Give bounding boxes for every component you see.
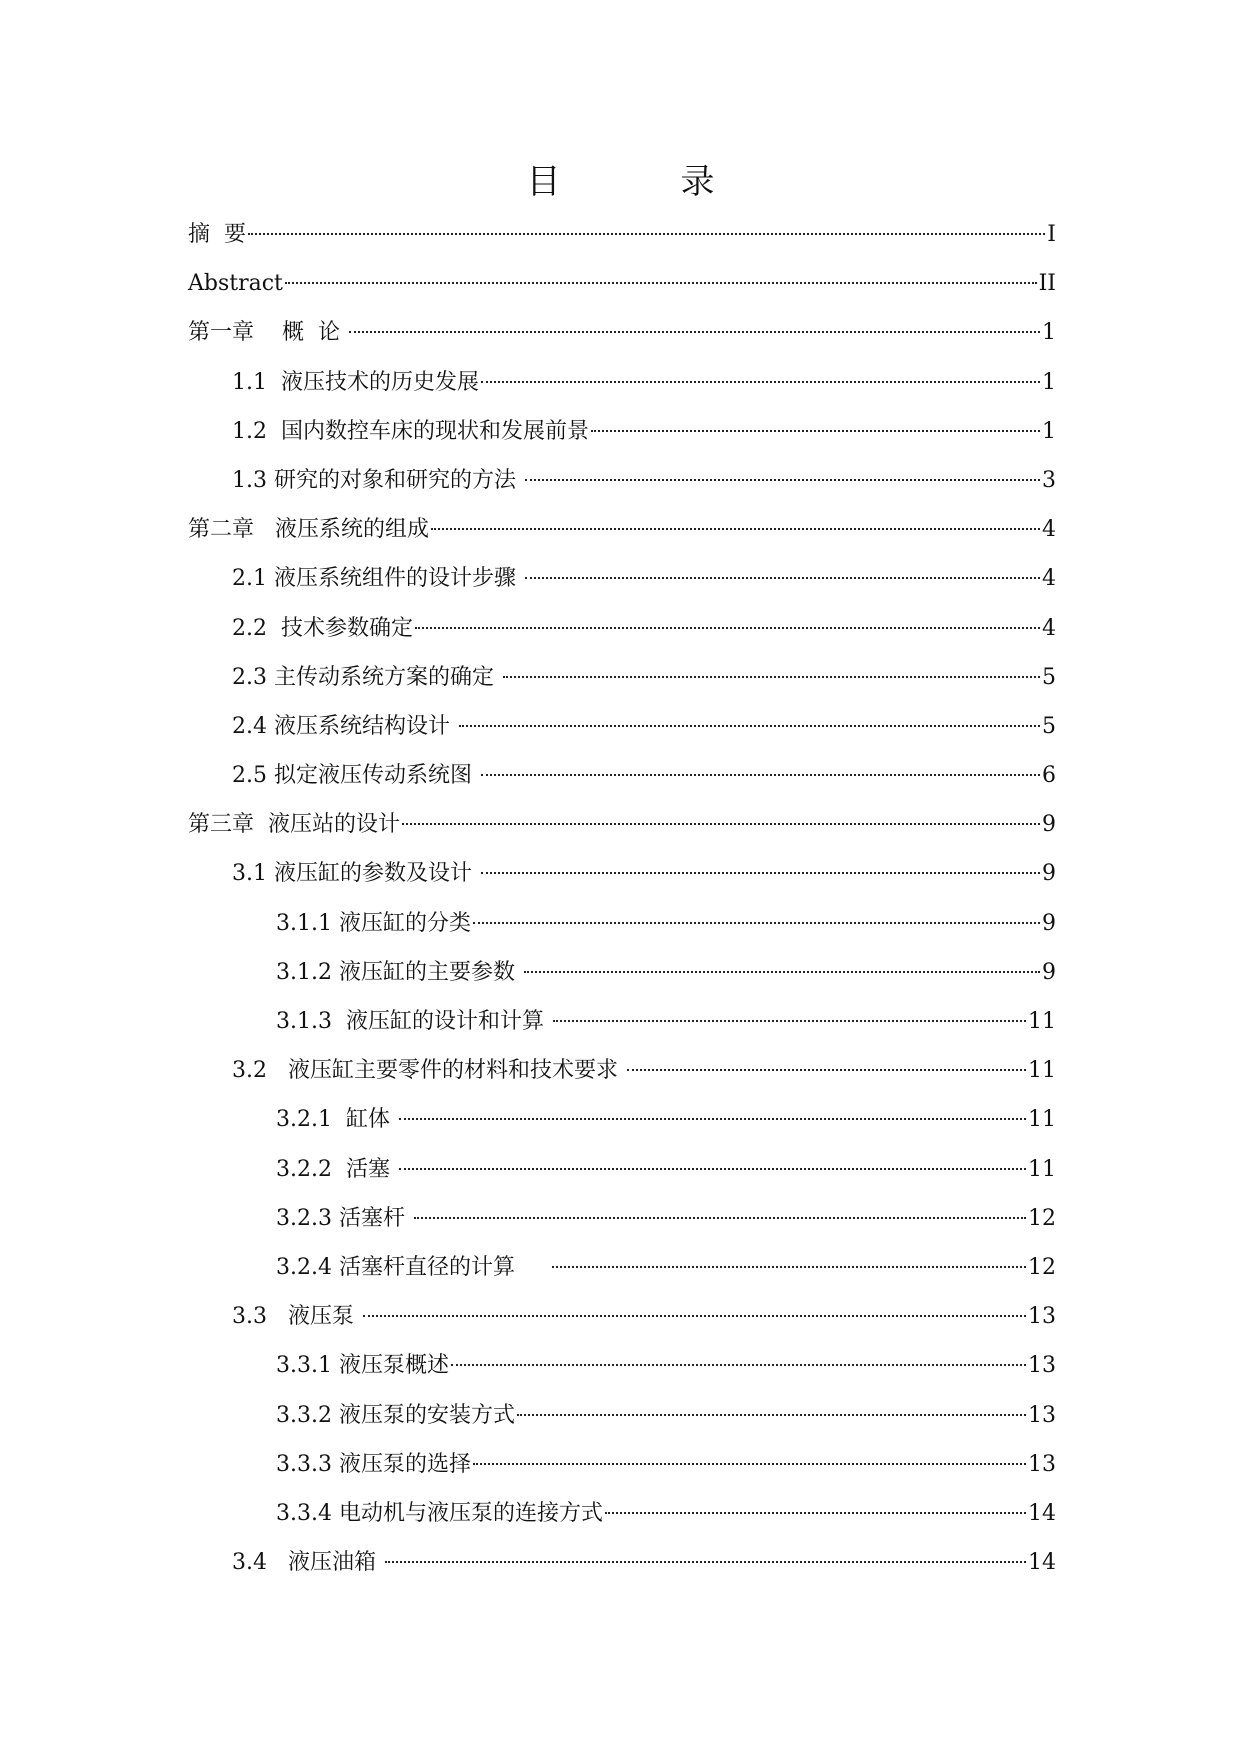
dot-leader bbox=[473, 1463, 1026, 1465]
toc-entry[interactable] bbox=[188, 1204, 1056, 1253]
dot-leader bbox=[481, 774, 1040, 776]
toc-entry-page-number: 1 bbox=[1042, 418, 1056, 444]
toc-entry[interactable] bbox=[188, 859, 1056, 908]
toc-entry-label: 3.2.3 活塞杆 bbox=[276, 1205, 412, 1231]
toc-entry-label: 第二章 液压系统的组成 bbox=[188, 517, 429, 543]
toc-entry-page-number: 9 bbox=[1042, 910, 1056, 936]
toc-entry-label: 3.1 液压缸的参数及设计 bbox=[232, 861, 479, 887]
toc-entry[interactable] bbox=[188, 909, 1056, 958]
toc-entry-label: Abstract bbox=[188, 271, 283, 297]
toc-entry-page-number: 9 bbox=[1042, 861, 1056, 887]
toc-entry-label: 2.4 液压系统结构设计 bbox=[232, 713, 457, 739]
toc-entry-page-number: 5 bbox=[1042, 713, 1056, 739]
toc-entry-label: 2.1 液压系统组件的设计步骤 bbox=[232, 566, 523, 592]
toc-entry-label: 3.4 液压油箱 bbox=[232, 1550, 383, 1576]
dot-leader bbox=[627, 1069, 1026, 1071]
toc-entry-label: 第三章 液压站的设计 bbox=[188, 812, 400, 838]
dot-leader bbox=[481, 381, 1040, 383]
toc-entry[interactable] bbox=[188, 1548, 1056, 1597]
toc-entry[interactable] bbox=[188, 1056, 1056, 1105]
table-of-contents bbox=[188, 220, 1056, 1597]
toc-entry-page-number: 11 bbox=[1028, 1058, 1056, 1084]
dot-leader bbox=[399, 1118, 1026, 1120]
dot-leader bbox=[459, 725, 1040, 727]
toc-entry-label: 摘 要 bbox=[188, 222, 246, 247]
toc-entry-label: 1.2 国内数控车床的现状和发展前景 bbox=[232, 418, 589, 444]
dot-leader bbox=[415, 627, 1040, 629]
dot-leader bbox=[481, 872, 1040, 874]
toc-entry-label: 3.1.2 液压缸的主要参数 bbox=[276, 959, 522, 985]
toc-entry-page-number: 3 bbox=[1042, 467, 1056, 493]
toc-entry-page-number: 12 bbox=[1028, 1205, 1056, 1231]
toc-entry[interactable] bbox=[188, 1007, 1056, 1056]
toc-entry-page-number: 13 bbox=[1028, 1451, 1056, 1477]
dot-leader bbox=[285, 282, 1037, 284]
toc-entry[interactable] bbox=[188, 1499, 1056, 1548]
toc-entry-page-number: 11 bbox=[1028, 1009, 1056, 1034]
dot-leader bbox=[524, 971, 1040, 973]
toc-entry[interactable] bbox=[188, 761, 1056, 810]
toc-entry-page-number: 1 bbox=[1042, 369, 1056, 395]
toc-entry[interactable] bbox=[188, 564, 1056, 613]
dot-leader bbox=[399, 1168, 1026, 1170]
toc-entry-label: 第一章 概 论 bbox=[188, 320, 347, 346]
toc-entry-page-number: 1 bbox=[1042, 320, 1056, 346]
toc-entry-page-number: 4 bbox=[1042, 566, 1056, 592]
toc-entry[interactable] bbox=[188, 220, 1056, 269]
dot-leader bbox=[431, 528, 1040, 530]
toc-entry-page-number: 9 bbox=[1042, 959, 1056, 985]
dot-leader bbox=[248, 233, 1045, 235]
toc-entry-label: 3.3.1 液压泵概述 bbox=[276, 1353, 449, 1379]
dot-leader bbox=[414, 1217, 1026, 1219]
toc-entry[interactable] bbox=[188, 515, 1056, 564]
toc-entry-page-number: 14 bbox=[1028, 1550, 1056, 1576]
toc-entry-label: 1.1 液压技术的历史发展 bbox=[232, 369, 479, 395]
toc-entry-page-number: 12 bbox=[1028, 1254, 1056, 1280]
toc-entry-label: 3.1.1 液压缸的分类 bbox=[276, 910, 471, 936]
dot-leader bbox=[517, 1414, 1026, 1416]
toc-entry[interactable] bbox=[188, 1401, 1056, 1450]
toc-entry-page-number: 13 bbox=[1028, 1353, 1056, 1379]
dot-leader bbox=[525, 479, 1040, 481]
toc-entry-page-number: 11 bbox=[1028, 1107, 1056, 1133]
dot-leader bbox=[552, 1266, 1026, 1268]
toc-entry-label: 3.2.1 缸体 bbox=[276, 1107, 397, 1133]
toc-entry[interactable] bbox=[188, 466, 1056, 515]
toc-entry-label: 3.2 液压缸主要零件的材料和技术要求 bbox=[232, 1058, 625, 1084]
toc-entry-page-number: 9 bbox=[1042, 812, 1056, 838]
toc-entry[interactable] bbox=[188, 1450, 1056, 1499]
toc-entry-label: 3.3 液压泵 bbox=[232, 1304, 361, 1330]
toc-entry[interactable] bbox=[188, 368, 1056, 417]
dot-leader bbox=[473, 922, 1040, 924]
toc-entry-page-number: 14 bbox=[1028, 1500, 1056, 1526]
toc-entry[interactable] bbox=[188, 614, 1056, 663]
dot-leader bbox=[402, 823, 1040, 825]
toc-entry[interactable] bbox=[188, 712, 1056, 761]
toc-entry[interactable] bbox=[188, 1351, 1056, 1400]
dot-leader bbox=[503, 676, 1040, 678]
toc-entry[interactable] bbox=[188, 958, 1056, 1007]
toc-entry-page-number: 13 bbox=[1028, 1304, 1056, 1330]
toc-entry-page-number: II bbox=[1038, 271, 1056, 297]
dot-leader bbox=[349, 331, 1040, 333]
toc-entry-page-number: 11 bbox=[1028, 1156, 1056, 1182]
toc-entry[interactable] bbox=[188, 269, 1056, 318]
dot-leader bbox=[553, 1020, 1026, 1022]
toc-entry-label: 3.2.4 活塞杆直径的计算 bbox=[276, 1254, 550, 1280]
toc-entry-page-number: 6 bbox=[1042, 763, 1056, 789]
toc-entry-label: 2.5 拟定液压传动系统图 bbox=[232, 763, 479, 789]
toc-entry-page-number: 4 bbox=[1042, 517, 1056, 543]
toc-entry-page-number: 13 bbox=[1028, 1402, 1056, 1428]
toc-entry[interactable] bbox=[188, 318, 1056, 367]
toc-entry[interactable] bbox=[188, 1155, 1056, 1204]
dot-leader bbox=[451, 1364, 1026, 1366]
toc-entry-label: 2.2 技术参数确定 bbox=[232, 615, 413, 641]
toc-entry-label: 3.3.3 液压泵的选择 bbox=[276, 1451, 471, 1477]
dot-leader bbox=[385, 1561, 1026, 1563]
toc-entry-label: 3.3.4 电动机与液压泵的连接方式 bbox=[276, 1500, 603, 1526]
toc-entry[interactable] bbox=[188, 1253, 1056, 1302]
toc-entry-page-number: I bbox=[1047, 222, 1056, 247]
toc-entry[interactable] bbox=[188, 810, 1056, 859]
toc-entry-label: 3.3.2 液压泵的安装方式 bbox=[276, 1402, 515, 1428]
toc-entry-page-number: 5 bbox=[1042, 664, 1056, 690]
dot-leader bbox=[525, 577, 1040, 579]
dot-leader bbox=[591, 430, 1040, 432]
toc-entry-label: 3.1.3 液压缸的设计和计算 bbox=[276, 1009, 551, 1034]
toc-entry-label: 2.3 主传动系统方案的确定 bbox=[232, 664, 501, 690]
toc-entry[interactable] bbox=[188, 663, 1056, 712]
toc-entry-page-number: 4 bbox=[1042, 615, 1056, 641]
toc-entry[interactable] bbox=[188, 1105, 1056, 1154]
toc-entry[interactable] bbox=[188, 1302, 1056, 1351]
page-title: 目录 bbox=[526, 162, 835, 202]
toc-entry-label: 3.2.2 活塞 bbox=[276, 1156, 397, 1182]
toc-entry[interactable] bbox=[188, 417, 1056, 466]
dot-leader bbox=[363, 1315, 1026, 1317]
dot-leader bbox=[605, 1512, 1026, 1514]
toc-entry-label: 1.3 研究的对象和研究的方法 bbox=[232, 467, 523, 493]
